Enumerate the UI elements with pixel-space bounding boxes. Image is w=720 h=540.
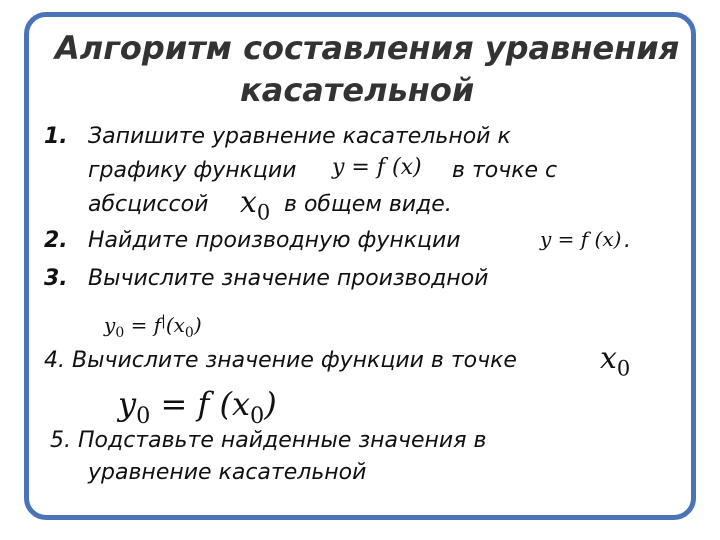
step1-line3-after: в общем виде. bbox=[284, 192, 452, 217]
step1-function-formula: y = f (x) bbox=[332, 155, 422, 180]
step1-line1: Запишите уравнение касательной к bbox=[88, 124, 511, 149]
step1-line2-after: в точке с bbox=[452, 158, 558, 183]
step1-x0-formula: $x_0$ bbox=[240, 185, 271, 225]
step2-period: . bbox=[624, 228, 631, 253]
step2-function-formula: y = f (x) bbox=[540, 227, 622, 251]
slide-title-line1: Алгоритм составления уравнения bbox=[55, 29, 680, 67]
step3-text: Вычислите значение производной bbox=[88, 266, 489, 291]
step1-line3-before: абсциссой bbox=[88, 192, 209, 217]
step5-line2: уравнение касательной bbox=[88, 460, 367, 485]
step1-number: 1. bbox=[44, 124, 68, 149]
step4-function-value-formula: $y_0 = f$ $(x_0)$ bbox=[118, 385, 277, 429]
step2-text: Найдите производную функции bbox=[88, 228, 461, 253]
step5-line1: 5. Подставьте найденные значения в bbox=[50, 428, 487, 453]
step4-text: 4. Вычислите значение функции в точке bbox=[44, 348, 517, 373]
step3-derivative-formula: $y_0 = f^|(x_0)$ bbox=[104, 313, 202, 341]
slide-title-line2: касательной bbox=[240, 71, 475, 109]
step1-line2-before: графику функции bbox=[88, 158, 297, 183]
step2-number: 2. bbox=[44, 228, 68, 253]
step3-number: 3. bbox=[44, 266, 68, 291]
step4-x0-formula: $x_0$ bbox=[600, 341, 631, 381]
